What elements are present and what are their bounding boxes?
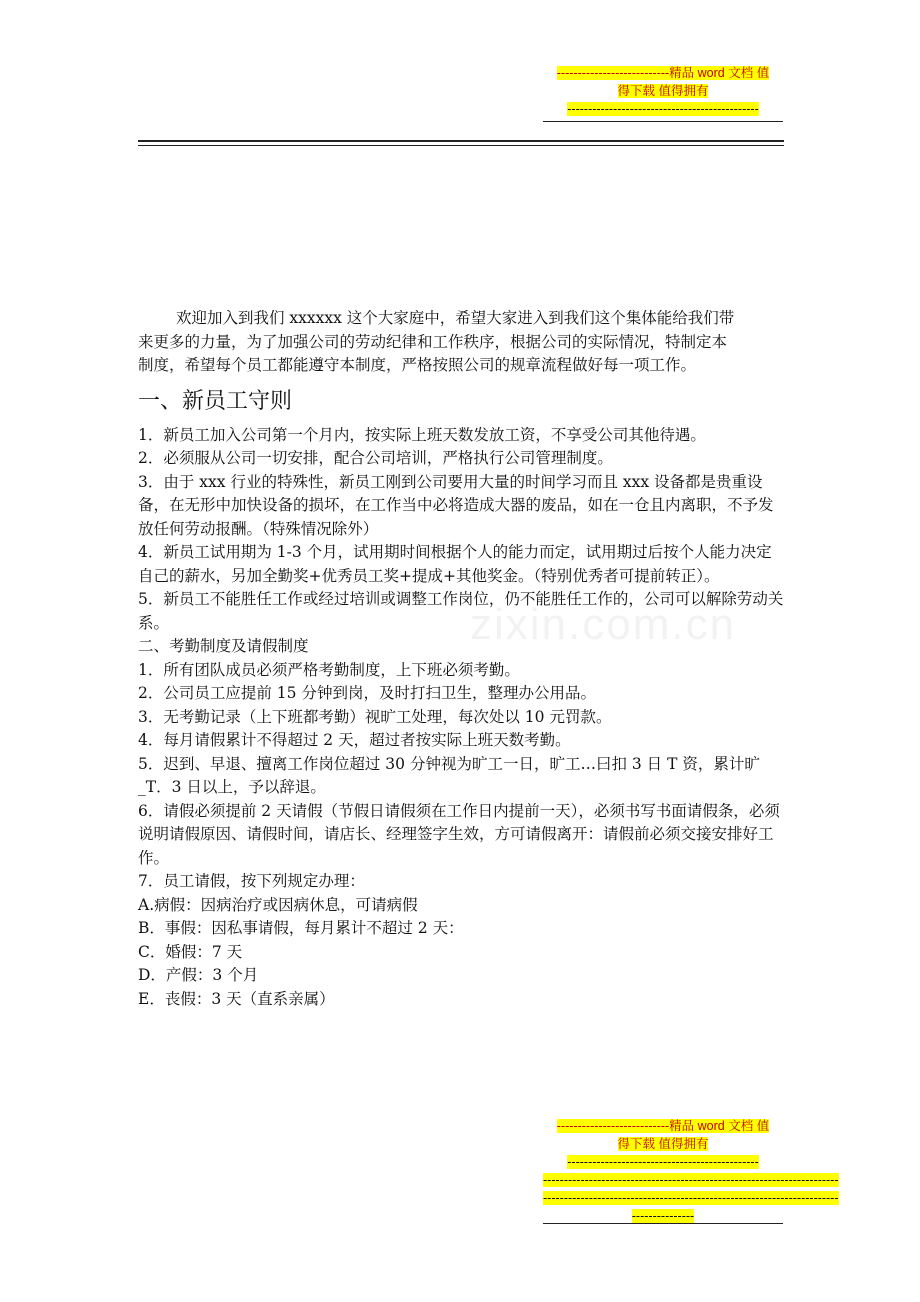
- list-item: A.病假：因病治疗或因病休息，可请病假: [138, 895, 418, 914]
- footer-banner: [543, 1117, 839, 1225]
- section1-title: 一、新员工守则: [138, 388, 293, 414]
- banner-line: -----------------------------------------------------------------------: [543, 1191, 839, 1205]
- banner-line: 得下载 值得拥有: [617, 1137, 709, 1151]
- list-item: 5．新员工不能胜任工作或经过培训或调整工作岗位，仍不能胜任工作的，公司可以解除劳动关系。: [138, 590, 784, 632]
- banner-line: ---------------------------精品 word 文档 值: [556, 1119, 770, 1133]
- banner-line: -----------------------------------------------------------------------: [543, 1173, 839, 1187]
- list-item: 4．新员工试用期为 1-3 个月，试用期时间根据个人的能力而定，试用期过后按个人能力决定自己的薪水，另加全勤奖+优秀员工奖+提成+其他奖金。（特别优秀者可提前转正）。: [138, 543, 772, 585]
- header-rule-thick: [138, 140, 784, 142]
- header-banner: [543, 64, 783, 118]
- list-item: C．婚假：7 天: [138, 942, 243, 961]
- header-rule-thin: [138, 145, 784, 146]
- list-item: 1．所有团队成员必须严格考勤制度，上下班必须考勤。: [138, 660, 520, 679]
- intro-paragraph: 欢迎加入到我们 xxxxxx 这个大家庭中，希望大家进入到我们这个集体能给我们带来更多的力量，为了加强公司的劳动纪律和工作秩序，根据公司的实际情况，特制定本制度，希望每个员工都能遵守本制度，严格按照公司的规章流程做好每一项工作。: [138, 309, 735, 374]
- list-item: 1．新员工加入公司第一个月内，按实际上班天数发放工资，不享受公司其他待遇。: [138, 425, 706, 444]
- list-item: 6．请假必须提前 2 天请假（节假日请假须在工作日内提前一天），必须书写书面请假条，必须说明请假原因、请假时间，请店长、经理签字生效，方可请假离开：请假前必须交接安排好工作。: [138, 801, 780, 867]
- banner-line: ---------------------------精品 word 文档 值: [556, 66, 770, 80]
- banner-line: ---------------: [631, 1209, 695, 1223]
- list-item: 3．无考勤记录（上下班都考勤）视旷工处理，每次处以 10 元罚款。: [138, 707, 612, 726]
- list-item: D．产假：3 个月: [138, 966, 259, 984]
- banner-line: ----------------------------------------------: [567, 102, 759, 116]
- list-item: 2．必须服从公司一切安排，配合公司培训，严格执行公司管理制度。: [138, 449, 613, 467]
- list-item: 3．由于 xxx 行业的特殊性，新员工刚到公司要用大量的时间学习而且 xxx 设备都是贵重设备，在无形中加快设备的损坏，在工作当中必将造成大器的废品，如在一仓且内离职，不予发放任何劳动报酬。（特殊情况除外）: [138, 472, 774, 538]
- footer-banner-underline: [543, 1223, 783, 1224]
- section2-title: 二、考勤制度及请假制度: [138, 637, 309, 655]
- list-item: B．事假：因私事请假，每月累计不超过 2 天：: [138, 919, 464, 937]
- list-item: 7．员工请假，按下列规定办理：: [138, 872, 365, 890]
- banner-line: ----------------------------------------------: [567, 1155, 759, 1169]
- list-item: E．丧假：3 天（直系亲属）: [138, 989, 335, 1008]
- document-body: [138, 307, 784, 1011]
- list-item: 4．每月请假累计不得超过 2 天，超过者按实际上班天数考勤。: [138, 731, 571, 749]
- header-banner-underline: [543, 121, 783, 122]
- list-item: 5．迟到、早退、擅离工作岗位超过 30 分钟视为旷工一日，旷工…曰扣 3 日 T 资，累计旷_T．3 日以上，予以辞退。: [138, 754, 760, 796]
- list-item: 2．公司员工应提前 15 分钟到岗，及时打扫卫生，整理办公用品。: [138, 684, 596, 702]
- watermark: zixin.com.cn: [470, 600, 737, 649]
- banner-line: 得下载 值得拥有: [617, 84, 709, 98]
